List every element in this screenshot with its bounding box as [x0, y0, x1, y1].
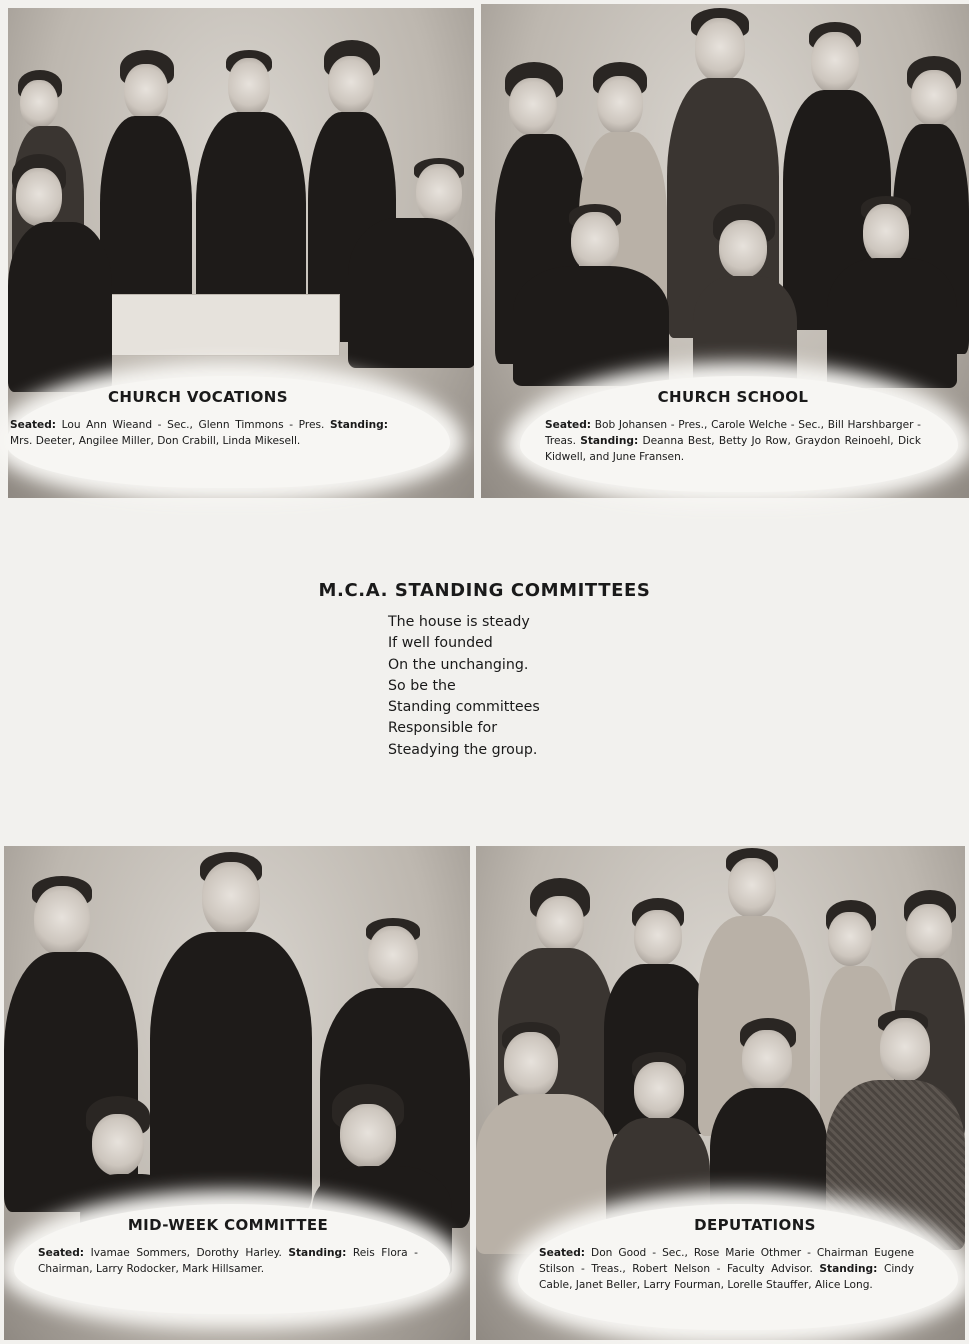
seated-names: Bob Johansen - Pres., Carole Welche - Sec., Bill Harshbarger - Treas. — [545, 419, 921, 447]
seated-names: Ivamae Sommers, Dorothy Harley. — [90, 1247, 282, 1259]
face — [828, 912, 872, 966]
torso — [827, 258, 957, 388]
table — [98, 294, 340, 356]
face — [911, 70, 957, 126]
seated-label: Seated: — [545, 419, 592, 431]
face — [228, 58, 270, 116]
poem — [388, 612, 540, 761]
face — [92, 1114, 144, 1176]
face — [20, 80, 58, 128]
face — [368, 926, 418, 990]
standing-names: Mrs. Deeter, Angilee Miller, Don Crabill, Linda Mikesell. — [10, 435, 301, 447]
face — [504, 1032, 558, 1098]
face — [509, 78, 557, 136]
standing-label: Standing: — [819, 1263, 878, 1275]
face — [811, 32, 859, 94]
seated-names: Lou Ann Wieand - Sec., Glenn Timmons - Pres. — [61, 419, 325, 431]
panel-caption — [539, 1245, 914, 1293]
torso — [348, 218, 474, 368]
panel-title: CHURCH VOCATIONS — [108, 388, 288, 406]
face — [728, 858, 776, 918]
poem-line: On the unchanging. — [388, 656, 529, 673]
standing-names: Reis Flora - Chairman, Larry Rodocker, Mark Hillsamer. — [38, 1247, 419, 1275]
face — [906, 904, 952, 960]
panel-title: MID-WEEK COMMITTEE — [127, 1216, 329, 1234]
face — [695, 18, 745, 82]
face — [202, 862, 260, 936]
standing-names: Deanna Best, Betty Jo Row, Graydon Reinoehl, Dick Kidwell, and June Fransen. — [545, 435, 922, 463]
standing-label: Standing: — [330, 419, 388, 431]
face — [328, 56, 374, 114]
face — [880, 1018, 930, 1082]
panel-caption — [545, 417, 921, 465]
face — [416, 164, 462, 224]
torso — [8, 222, 112, 392]
face — [742, 1030, 792, 1092]
panel-title: DEPUTATIONS — [694, 1216, 816, 1234]
page-heading: M.C.A. STANDING COMMITTEES — [318, 580, 651, 601]
poem-line: Responsible for — [388, 720, 498, 737]
face — [719, 220, 767, 278]
face — [634, 910, 682, 966]
face — [634, 1062, 684, 1120]
face — [16, 168, 62, 226]
panel-caption — [38, 1245, 418, 1277]
seated-names: Don Good - Sec., Rose Marie Othmer - Chairman Eugene Stilson - Treas., Robert Nelson - Faculty Advisor. — [539, 1247, 914, 1275]
seated-label: Seated: — [10, 419, 57, 431]
standing-label: Standing: — [288, 1247, 347, 1259]
seated-label: Seated: — [539, 1247, 586, 1259]
poem-line: If well founded — [388, 635, 493, 652]
poem-line: So be the — [388, 677, 456, 694]
torso — [150, 932, 312, 1212]
face — [597, 76, 643, 134]
panel-caption — [10, 417, 388, 449]
seated-label: Seated: — [38, 1247, 85, 1259]
standing-label: Standing: — [580, 435, 639, 447]
panel-title: CHURCH SCHOOL — [657, 388, 809, 406]
poem-line: Steadying the group. — [388, 741, 538, 758]
face — [34, 886, 90, 956]
face — [536, 896, 584, 952]
poem-line: Standing committees — [388, 699, 540, 716]
standing-names: Cindy Cable, Janet Beller, Larry Fourman, Lorelle Stauffer, Alice Long. — [539, 1263, 914, 1291]
face — [571, 212, 619, 272]
face — [340, 1104, 396, 1168]
face — [124, 64, 168, 120]
torso — [513, 266, 669, 386]
poem-line: The house is steady — [388, 614, 530, 630]
face — [863, 204, 909, 264]
